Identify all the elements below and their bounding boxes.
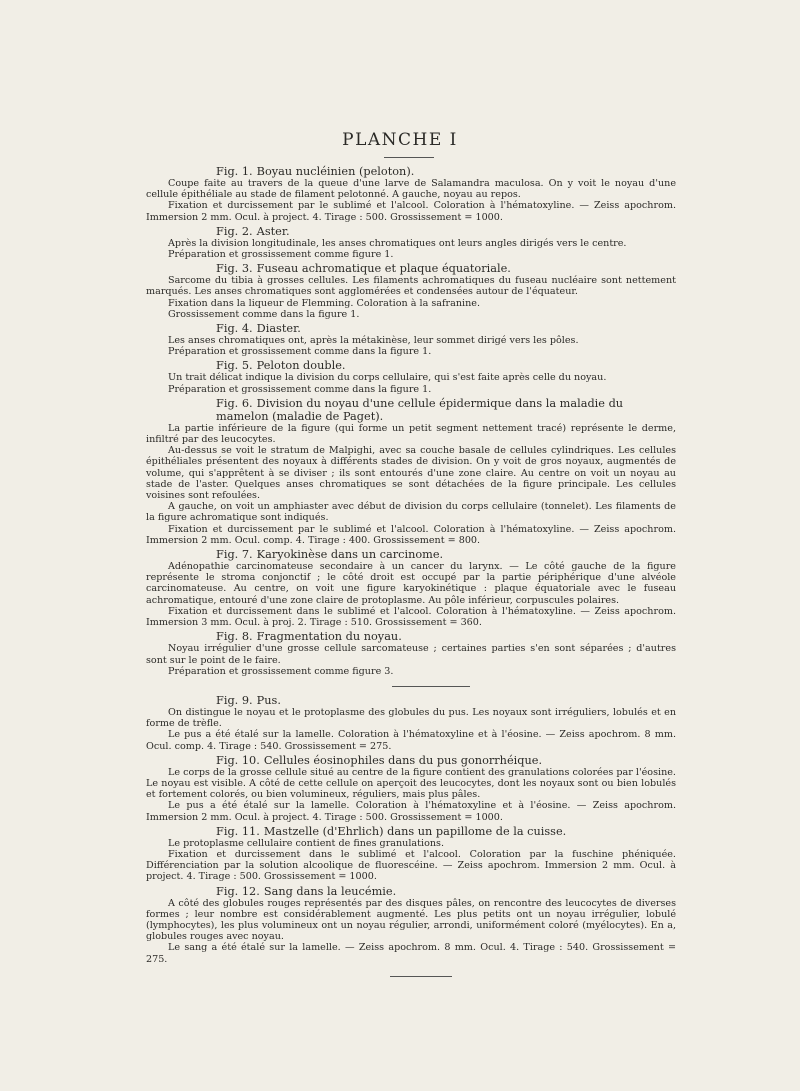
figure-heading [216, 754, 676, 767]
figure-title: Fuseau achromatique et plaque équatoriale. [256, 262, 511, 276]
end-rule [390, 976, 452, 977]
figure-number: Fig. 7. [216, 548, 253, 562]
figure-number: Fig. 11. [216, 824, 260, 838]
figure-legend [146, 359, 676, 394]
figure-heading [216, 262, 676, 275]
figure-paragraph: Le protoplasme cellulaire contient de fines granulations. [168, 837, 444, 849]
figure-legend [146, 165, 676, 223]
figure-legend [146, 397, 676, 546]
figure-paragraph: Sarcome du tibia à grosses cellules. Les filaments achromatiques du fuseau nucléaire sont nettement marqués. Les anses chromatiques sont agglomérées et condensées autour de l'équateur. [146, 275, 676, 298]
figure-paragraph: Un trait délicat indique la division du corps cellulaire, qui s'est faite après celle du noyau. [168, 372, 607, 384]
figure-title: Sang dans la leucémie. [263, 884, 397, 898]
figure-heading [216, 548, 676, 561]
figure-number: Fig. 3. [216, 262, 253, 276]
legend-content [146, 163, 676, 977]
figure-paragraph: Après la division longitudinale, les anses chromatiques ont leurs angles dirigés vers le centre. [168, 237, 627, 249]
figure-legend [146, 825, 676, 883]
figure-legend [146, 885, 676, 965]
figure-legend [146, 548, 676, 628]
figure-heading [216, 825, 676, 838]
figure-number: Fig. 5. [216, 359, 253, 373]
figure-paragraph: Grossissement comme dans la figure 1. [168, 308, 360, 320]
figure-number: Fig. 9. [216, 693, 253, 707]
figure-number: Fig. 6. [216, 396, 253, 410]
figure-title: Pus. [256, 693, 281, 707]
figure-title: Fragmentation du noyau. [256, 630, 402, 644]
figure-paragraph: Noyau irrégulier d'une grosse cellule sarcomateuse ; certaines parties s'en sont séparées ; d'autres sont sur le point de le faire. [146, 643, 676, 666]
figure-heading [216, 694, 676, 707]
figure-paragraph: Fixation dans la liqueur de Flemming. Coloration à la safranine. [168, 297, 480, 309]
figure-paragraph: Le corps de la grosse cellule situé au centre de la figure contient des granulations colorées par l'éosine. Le noyau est visible. A côté de cette cellule on aperçoit des leucocytes, dont les noyaux sont ou bien lobulés et fortement colorés, ou bien volumineux, réguliers, mais plus pâles. [146, 766, 676, 801]
figure-title: Karyokinèse dans un carcinome. [256, 548, 444, 562]
figure-paragraph: Fixation et durcissement dans le sublimé et l'alcool. Coloration à l'hématoxyline. — Zeiss apochrom. Immersion 3 mm. Ocul. à proj. 2. Tirage : 510. Grossissement = 360. [146, 605, 676, 629]
figure-paragraph: Fixation et durcissement par le sublimé et l'alcool. Coloration à l'hématoxyline. — Zeiss apochrom. Immersion 2 mm. Ocul. comp. 4. Tirage : 400. Grossissement = 800. [146, 523, 676, 546]
figure-heading [216, 885, 676, 898]
figure-number: Fig. 10. [216, 753, 260, 767]
figure-paragraph: Préparation et grossissement comme figure 3. [168, 665, 394, 677]
figure-group-a [146, 165, 676, 677]
title-rule [384, 157, 434, 158]
figure-paragraph: Préparation et grossissement comme dans la figure 1. [168, 383, 432, 395]
figure-paragraph: Fixation et durcissement par le sublimé et l'alcool. Coloration à l'hématoxyline. — Zeiss apochrom. Immersion 2 mm. Ocul. à project. 4. Tirage : 500. Grossissement = 1000. [146, 200, 676, 223]
figure-paragraph: Le pus a été étalé sur la lamelle. Coloration à l'hématoxyline et à l'éosine. — Zeiss apochrom. Immersion 2 mm. Ocul. à project. 4. Tirage : 500. Grossissement = 1000. [146, 800, 676, 823]
page-title: PLANCHE I [342, 130, 458, 150]
figure-heading [216, 397, 676, 423]
figure-heading [216, 630, 676, 643]
figure-title: Cellules éosinophiles dans du pus gonorrhéique. [263, 753, 543, 767]
figure-paragraph: Adénopathie carcinomateuse secondaire à un cancer du larynx. — Le côté gauche de la figure représente le stroma conjonctif ; le côté droit est occupé par la partie périphérique d'une alvéole carcinomateuse. Au centre, on voit une figure karyokinétique : plaque équatoriale avec le fuseau achromatique, entouré d'une zone claire de protoplasme. Au pôle inférieur, corpuscules polaires. [146, 561, 676, 606]
figure-group-b [146, 694, 676, 965]
figure-number: Fig. 4. [216, 322, 253, 336]
figure-paragraph: On distingue le noyau et le protoplasme des globules du pus. Les noyaux sont irréguliers, lobulés et en forme de trèfle. [146, 706, 676, 730]
figure-paragraph: Le sang a été étalé sur la lamelle. — Zeiss apochrom. 8 mm. Ocul. 4. Tirage : 540. Grossissement = 275. [146, 942, 676, 965]
figure-paragraph: La partie inférieure de la figure (qui forme un petit segment nettement tracé) représente le derme, infiltré par des leucocytes. [146, 422, 676, 446]
figure-heading [216, 225, 676, 238]
figure-legend [146, 630, 676, 677]
figure-paragraph: Fixation et durcissement dans le sublimé et l'alcool. Coloration par la fuschine phéniquée. Différenciation par la solution alcoolique de fluorescéine. — Zeiss apochrom. Immersion 2 mm. Ocul. à project. 4. Tirage : 500. Grossissement = 1000. [146, 848, 676, 883]
figure-paragraph: Le pus a été étalé sur la lamelle. Coloration à l'hématoxyline et à l'éosine. — Zeiss apochrom. 8 mm. Ocul. comp. 4. Tirage : 540. Grossissement = 275. [146, 729, 676, 752]
figure-legend [146, 262, 676, 320]
figure-paragraph: A gauche, on voit un amphiaster avec début de division du corps cellulaire (tonnelet). Les filaments de la figure achromatique sont indiqués. [146, 501, 676, 524]
figure-number: Fig. 1. [216, 165, 253, 178]
figure-number: Fig. 12. [216, 884, 260, 898]
figure-legend [146, 225, 676, 260]
figure-paragraph: Au-dessus se voit le stratum de Malpighi, avec sa couche basale de cellules cylindriques. Les cellules épithéliales présentent des noyaux à différents stades de division. On y voit de gros noyaux, augmentés de volume, qui s'apprêtent à se diviser ; ils sont entourés d'une zone claire. Au centre on voit un noyau au stade de l'aster. Quelques anses chromatiques se sont détachées de la figure principale. Les cellules voisines sont refoulées. [146, 445, 676, 502]
figure-title: Division du noyau d'une cellule épidermique dans la maladie du mamelon (maladie de Paget). [216, 396, 624, 423]
figure-paragraph: Coupe faite au travers de la queue d'une larve de Salamandra maculosa. On y voit le noyau d'une cellule épithéliale au stade de filament pelotonné. A gauche, noyau au repos. [146, 178, 676, 201]
figure-legend [146, 694, 676, 752]
figure-title: Boyau nucléinien (peloton). [256, 165, 415, 178]
figure-title: Peloton double. [256, 359, 346, 373]
figure-number: Fig. 8. [216, 630, 253, 644]
figure-paragraph: Préparation et grossissement comme figure 1. [168, 249, 394, 261]
figure-number: Fig. 2. [216, 224, 253, 238]
figure-title: Mastzelle (d'Ehrlich) dans un papillome de la cuisse. [263, 824, 567, 838]
section-separator [392, 686, 470, 687]
figure-paragraph: A côté des globules rouges représentés par des disques pâles, on rencontre des leucocytes de diverses formes ; leur nombre est considérablement augmenté. Les plus petits ont un noyau irrégulier, lobulé (lymphocytes), les plus volumineux ont un noyau régulier, arrondi, uniformément coloré (myélocytes). En a, globules rouges avec noyau. [146, 897, 676, 943]
figure-title: Aster. [256, 224, 290, 238]
figure-paragraph: Les anses chromatiques ont, après la métakinèse, leur sommet dirigé vers les pôles. [168, 335, 579, 347]
figure-paragraph: Préparation et grossissement comme dans la figure 1. [168, 346, 432, 358]
figure-heading [216, 165, 676, 178]
figure-heading [216, 322, 676, 335]
figure-heading [216, 359, 676, 372]
figure-legend [146, 754, 676, 823]
figure-title: Diaster. [256, 322, 301, 336]
figure-legend [146, 322, 676, 357]
